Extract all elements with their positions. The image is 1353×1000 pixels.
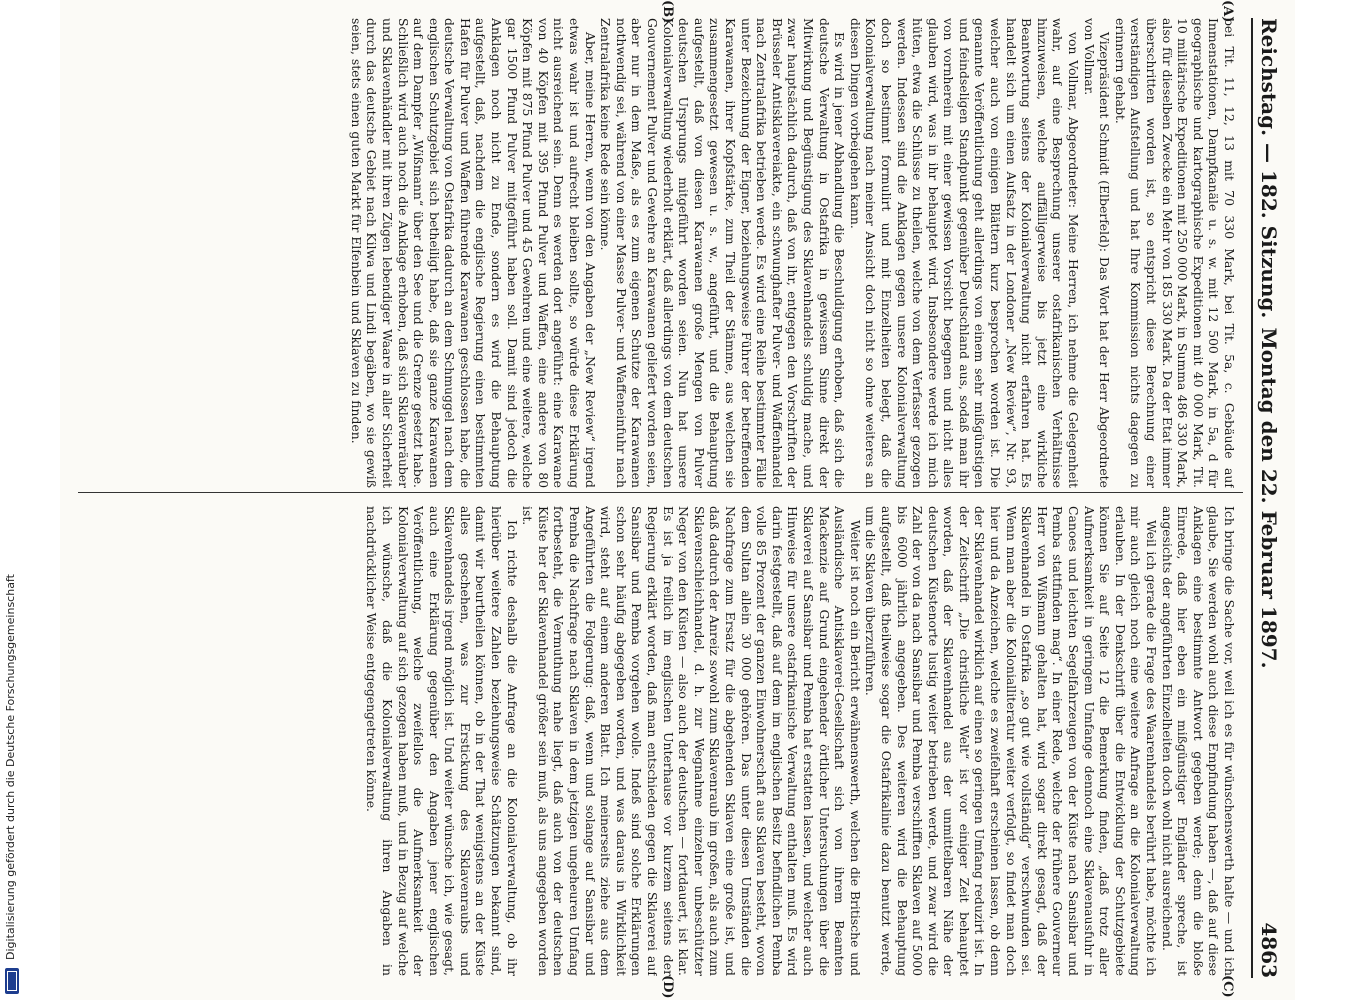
dfg-credit: Digitalisierung gefördert durch die Deutsche Forschungsgemeinschaft <box>4 574 17 960</box>
digitization-footer <box>2 0 22 1000</box>
dfg-logo-icon <box>5 968 19 994</box>
text-column-right <box>72 506 1237 976</box>
margin-marker-d: (D) <box>660 975 675 999</box>
paragraph: bei Tit. 11, 12, 13 mit 70 330 Mark, bei Tit. 5a, c. Gebäude auf Inmenstationen, Dampfkanäle u. s. w. mit 12 500 Mark, in 5a, d für geographische und kartographische Expeditionen mit 40 000 Mark, Tit. 10 militärische Expeditionen mit 250 000 Mark, in Summa 486 330 Mark, also für dieselben Zwecke ein Mehr von 185 330 Mark. Da der Etat immer überschritten worden ist, so entspricht diese Berechnung einer verständigen Aufstellung und hat Ihre Kommission nichts dagegen zu erinnern gehabt. <box>1112 18 1237 488</box>
paragraph: Ich bringe die Sache vor, weil ich es für wünschenswerth halte — und ich glaube, Sie werden wohl auch diese Empfindung haben —, daß auf diese Anklagen eine bestimmte Antwort gegeben werde; denn die bloße Einrede, daß hier eben ein mißgünstiger Engländer spreche, ist angesichts der angeführten Einzelheiten doch wohl nicht ausreichend. <box>1159 506 1237 976</box>
page-header <box>1251 18 1287 978</box>
header-date: Montag den 22. Februar 1897. <box>1257 327 1281 669</box>
margin-marker-b: (B) <box>660 0 675 24</box>
scanned-page <box>60 0 1295 1000</box>
paragraph: Es wird in jener Abhandlung die Beschuldigung erhoben, daß sich die deutsche Verwaltung in Ostafrika in gewissem Sinne direkt der Mitwirkung und Begünstigung des Sklavenhandels schuldig mache, und zwar hauptsächlich dadurch, daß von ihr, entgegen den Vorschriften der Brüsseler Antisklavereiakte, ein schwunghafter Pulver- und Waffenhandel nach Zentralafrika betrieben werde. Es wird eine Reihe bestimmter Fälle unter Bezeichnung der Eigner, beziehungsweise Führer der betreffenden Karawanen, ihrer Kopfstärke, zum Theil der Stämme, aus welchen sie zusammengesetzt gewesen u. s. w., angeführt, und die Behauptung aufgestellt, daß von diesen Karawanen große Mengen von Pulver deutschen Ursprungs mitgeführt worden seien. Nun hat unsere Kolonialverwaltung wiederholt erklärt, daß allerdings von dem deutschen Gouvernement Pulver und Gewehre an Karawanen geliefert worden seien, aber nur in dem Maße, als es zum eigenen Schutze der Karawanen nothwendig sei, während von einer Masse Pulver- und Waffeneinfuhr nach Zentralafrika keine Rede sein könne. <box>598 18 848 488</box>
paragraph: Weil ich gerade die Frage des Waarenhandels berührt habe, möchte ich mir auch gleich noch eine weitere Anfrage an die Kolonialverwaltung erlauben. In der Denkschrift über die Entwicklung der Schutzgebiete können Sie auf Seite 12 die Bemerkung finden, „daß trotz aller Aufmerksamkeit in geringem Umfange dennoch eine Sklavenausfuhr in Canoes und leichten Segelfahrzeugen von der Küste nach Sansibar und Pemba stattfinden mag“. In einer Rede, welche der frühere Gouverneur Herr von Wißmann gehalten hat, wird sogar direkt gesagt, daß der Sklavenhandel in Ostafrika „so gut wie vollständig“ verschwunden sei. Wenn man aber die Kolonialliteratur weiter verfolgt, so findet man doch hier und da Anzeichen, welche es zweifelhaft erscheinen lassen, ob denn der Sklavenhandel wirklich auf einen so geringen Umfang reduzirt ist. In der Zeitschrift „Die christliche Welt“ ist vor einiger Zeit behauptet worden, daß der Sklavenhandel aus der unmittelbaren Nähe der deutschen Küstenorte lustig weiter betrieben werde, und zwar wird die Zahl der von da nach Sansibar und Pemba verschifften Sklaven auf 5000 bis 6000 jährlich angegeben. Des weiteren wird die Behauptung aufgestellt, daß theilweise sogar die Ostafrikalinie dazu benutzt werde, um die Sklaven überzuführen. <box>863 506 1160 976</box>
column-divider <box>78 492 1243 493</box>
paragraph: Weiter ist noch ein Bericht erwähnenswerth, welchen die Britische und Ausländische Antisklaverei-Gesellschaft sich von ihrem Beamten Mackenzie auf Grund eingehender örtlicher Untersuchungen über die Sklaverei auf Sansibar und Pemba hat erstatten lassen, und welcher auch Hinweise für unsere ostafrikanische Verwaltung enthalten muß. Es wird darin festgestellt, daß auf dem im englischen Besitz befindlichen Pemba volle 85 Prozent der ganzen Einwohnerschaft aus Sklaven besteht, wovon dem Sultan allein 30 000 gehören. Das unter diesen Umständen die Nachfrage zum Ersatz für die abgehenden Sklaven eine große ist, und daß dadurch der Anreiz sowohl zum Sklavenraub im großen, als auch zum Sklavenschleichhandel, d. h. zur Wegnahme einzelner unbeschützter Neger von den Küsten — also auch der deutschen — fortdauert, ist klar. Es ist ja freilich im englischen Unterhause vor kurzem seitens der Regierung erklärt worden, daß man entschieden gegen die Sklaverei auf Sansibar und Pemba vorgehen wolle. Indeß sind solche Erklärungen schon sehr häufig abgegeben worden, und was daraus in Wirklichkeit wird, steht auf einem anderen Blatt. Ich meinerseits ziehe aus dem Angeführten die Folgerung: daß, wenn und solange auf Sansibar und Pemba die Nachfrage nach Sklaven in dem jetzigen ungeheuren Umfang fortbesteht, die Vermuthung nahe liegt, daß auch von der deutschen Küste her der Sklavenhandel größer sein muß, als uns angegeben worden ist. <box>520 506 863 976</box>
margin-marker-a: (A) <box>1220 0 1235 23</box>
text-column-left <box>72 18 1237 488</box>
paragraph: Aber, meine Herren, wenn von den Angaben der „New Review“ irgend etwas wahr ist und aufrecht bleiben sollte, so würde diese Erklärung nicht ausreichend sein. Denn es werden dort angeführt: eine Karawane von 40 Köpfen mit 395 Pfund Pulver und Waffen, eine andere von 80 Köpfen mit 875 Pfund Pulver und 45 Gewehren und eine weitere, welche gar 1500 Pfund Pulver mitgeführt haben soll. Damit sind jedoch die Anklagen noch nicht zu Ende, sondern es wird die Behauptung aufgestellt, daß, nachdem die englische Regierung einen bestimmten Hafen für Pulver und Waffen führende Karawanen geschlossen habe, die deutsche Verwaltung von Ostafrika dadurch an dem Schmuggel nach dem englischen Schutzgebiet sich betheiligt habe, daß sie ganze Karawanen auf dem Dampfer „Wißmann“ über den See und die Grenze gesetzt habe. Schließlich wird auch noch die Anklage erhoben, daß sich Sklavenräuber und Sklavenhändler mit ihren Zügen lebendiger Waare in aller Sicherheit durch das deutsche Gebiet nach Kilwa und Lindi begäben, wo sie gewiß seien, stets einen guten Markt für Elfenbein und Sklaven zu finden. <box>348 18 598 488</box>
paragraph: von Vollmar, Abgeordneter: Meine Herren, ich nehme die Gelegenheit wahr, auf eine Besprechung unserer ostafrikanischen Verhältnisse hinzuweisen, welche auffälligerweise bis jetzt eine wirkliche Beantwortung seitens der Kolonialverwaltung nicht erfahren hat. Es handelt sich um einen Aufsatz in der Londoner „New Review“, Nr. 93, welcher auch von einigen Blättern kurz besprochen worden ist. Die genannte Veröffentlichung geht allerdings von einem sehr mißgünstigen und feindseligen Standpunkt gegenüber Deutschland aus, sodaß man ihr von vornherein mit einer gewissen Vorsicht begegnen und nicht alles glauben wird, was in ihr behauptet wird. Insbesondere werde ich mich hüten, etwa die Schlüsse zu theilen, welche von dem Verfasser gezogen werden. Indessen sind die Anklagen gegen unsere Kolonialverwaltung doch so bestimmt formulirt und mit Einzelheiten belegt, daß die Kolonialverwaltung nach meiner Ansicht doch nicht so ohne weiteres an diesen Dingen vorbeigehen kann. <box>847 18 1082 488</box>
header-session: Reichstag. — 182. Sitzung. <box>1257 18 1281 319</box>
page-number: 4863 <box>1257 922 1281 978</box>
paragraph: Vizepräsident Schmidt (Elberfeld): Das Wort hat der Herr Abgeordnete von Vollmar. <box>1081 18 1113 488</box>
margin-marker-c: (C) <box>1220 975 1235 998</box>
paragraph: Ich richte deshalb die Anfrage an die Kolonialverwaltung, ob ihr hierüber weitere Zahlen beziehungsweise Schätzungen bekannt sind, damit wir beurtheilen können, ob in der That wenigstens an der Küste alles geschehen, was zur Erstickung des Sklavenraubs und Sklavenhandels irgend möglich ist. Und weiter wünsche ich, wie gesagt, auch eine Erklärung gegenüber den Angaben jener englischen Veröffentlichung, welche zweifellos die Aufmerksamkeit der Kolonialverwaltung auf sich gezogen haben muß, und in Bezug auf welche ich wünsche, daß die Kolonialverwaltung ihren Angaben in nachdrücklicher Weise entgegengetreten könne. <box>364 506 520 976</box>
